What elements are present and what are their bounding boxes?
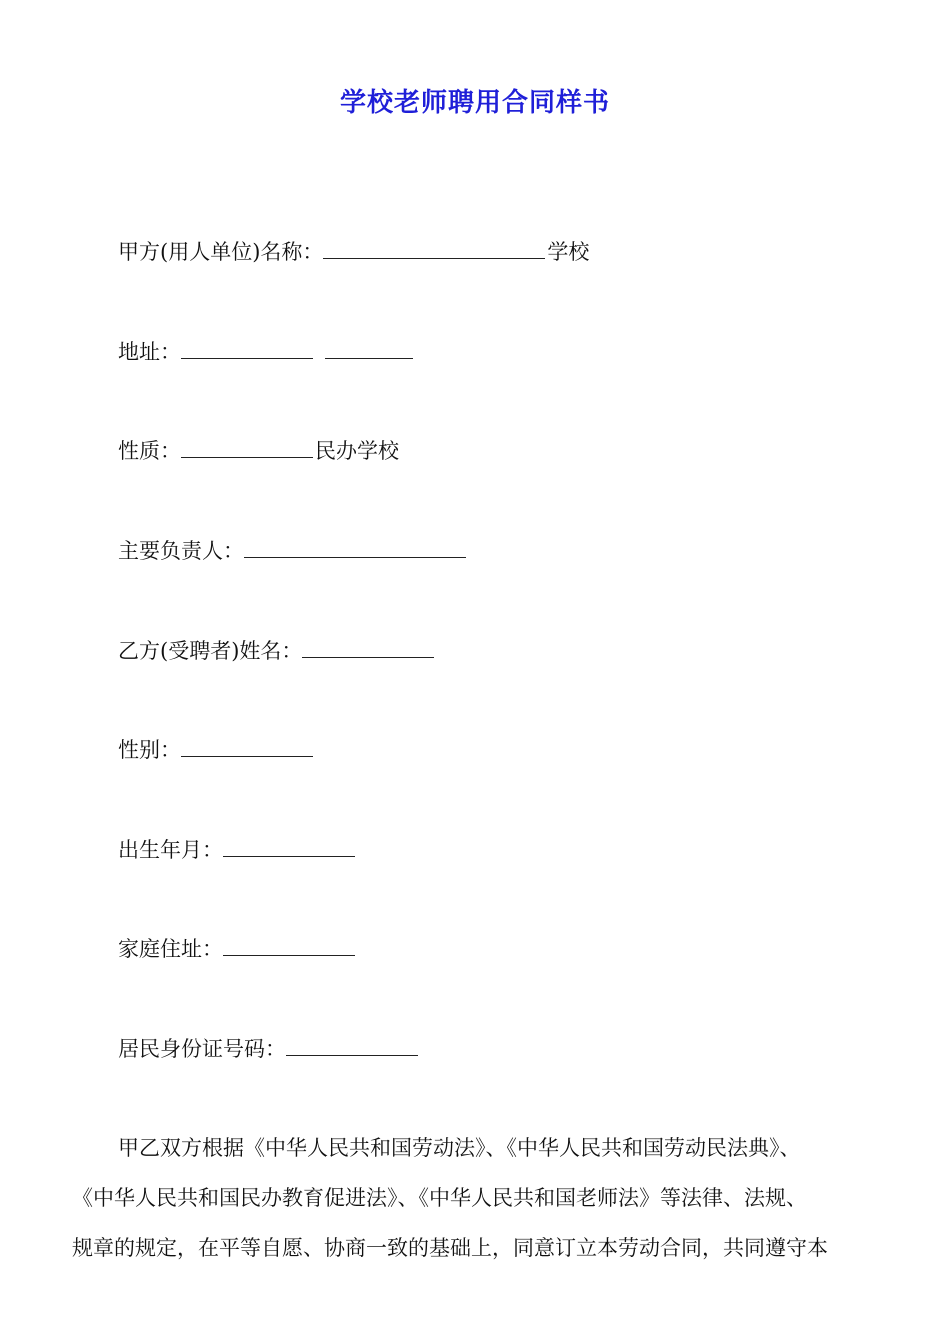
field-employer-name [118,236,589,267]
paragraph-line: 规章的规定，在平等自愿、协商一致的基础上，同意订立本劳动合同，共同遵守本 [72,1236,828,1260]
field-label: 地址： [118,340,181,364]
field-gender [118,734,315,765]
paragraph-line: 甲乙双方根据《中华人民共和国劳动法》、《中华人民共和国劳动民法典》、 [118,1136,801,1160]
fill-blank [286,1033,418,1056]
field-employee-name [118,635,436,666]
field-label: 出生年月： [118,838,223,862]
fill-blank [181,734,313,757]
field-label: 甲方(用人单位)名称： [118,240,324,264]
field-suffix: 民办学校 [315,439,399,463]
fill-blank [302,635,434,658]
paragraph-line: 《中华人民共和国民办教育促进法》、《中华人民共和国老师法》等法律、法规、 [72,1186,807,1210]
field-suffix: 学校 [547,240,590,264]
field-label: 主要负责人： [118,539,244,563]
field-home-address [118,933,357,964]
fill-blank [223,834,355,857]
field-label: 性质： [118,439,181,463]
fill-blank [223,933,355,956]
field-address [118,336,415,367]
document-title: 学校老师聘用合同样书 [339,88,610,118]
field-nature [118,435,399,466]
field-label: 乙方(受聘者)姓名： [118,639,303,663]
field-label: 家庭住址： [118,937,223,961]
field-label: 性别： [118,738,181,762]
fill-blank [181,336,313,359]
field-label: 居民身份证号码： [118,1037,286,1061]
fill-blank [181,435,313,458]
field-principal [118,535,468,566]
field-birth [118,834,357,865]
field-id-number [118,1033,420,1064]
fill-blank [325,336,413,359]
fill-blank [244,535,466,558]
fill-blank [323,236,545,259]
